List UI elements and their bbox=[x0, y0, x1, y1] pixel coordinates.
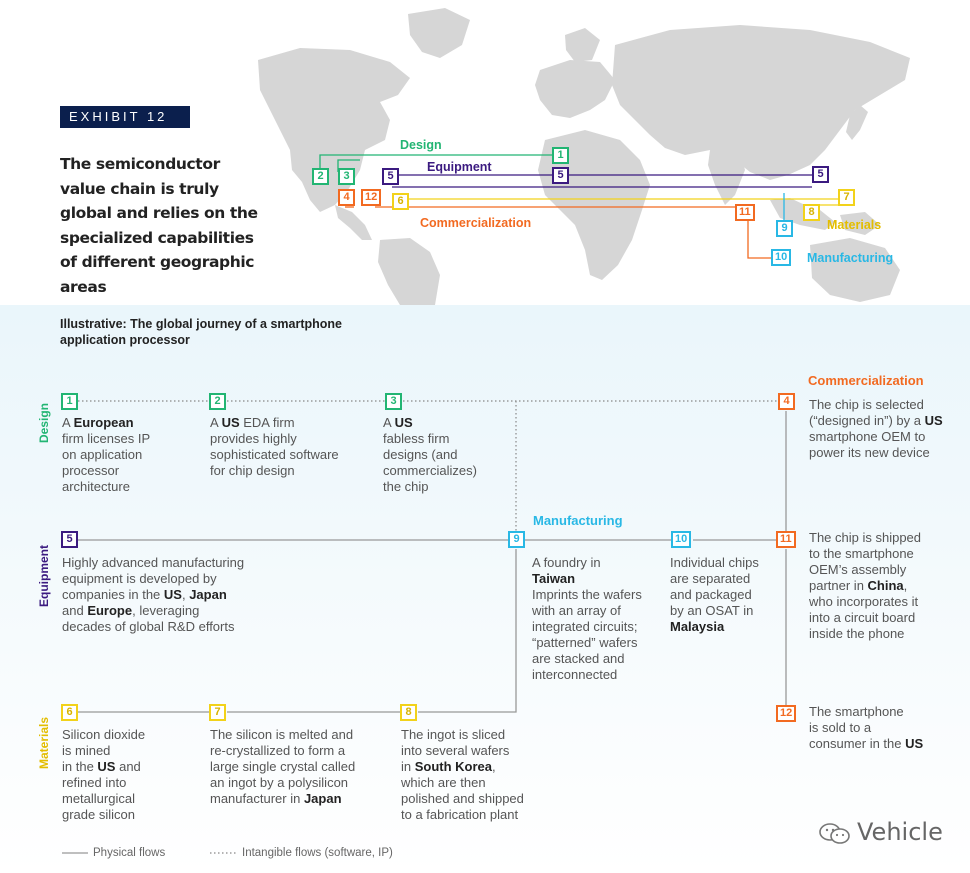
step-description bbox=[670, 555, 759, 635]
map-badge: 9 bbox=[776, 220, 793, 237]
map-badge: 12 bbox=[361, 189, 381, 206]
map-badge: 1 bbox=[552, 147, 569, 164]
watermark-text: Vehicle bbox=[857, 818, 943, 846]
step-description-line: equipment is developed by bbox=[62, 571, 217, 586]
step-description bbox=[809, 397, 943, 461]
step-description-line: processor bbox=[62, 463, 120, 478]
step-description-line: metallurgical bbox=[62, 791, 135, 806]
step-description bbox=[809, 530, 921, 642]
map-label-materials: Materials bbox=[827, 218, 882, 232]
step-badge: 11 bbox=[776, 531, 796, 548]
step-description-line: Silicon dioxide bbox=[62, 727, 146, 742]
step-description-line: into several wafers bbox=[401, 743, 510, 758]
step-description-line: firm licenses IP bbox=[62, 431, 151, 446]
step-description-line: polished and shipped bbox=[401, 791, 524, 806]
step-description-line: partner in China, bbox=[809, 578, 908, 593]
step-description-line: provides highly bbox=[210, 431, 297, 446]
step-description-line: OEM’s assembly bbox=[809, 562, 907, 577]
step-description-line: on application bbox=[62, 447, 143, 462]
step-description-line: integrated circuits; bbox=[532, 619, 638, 634]
step-description-line: are separated bbox=[670, 571, 751, 586]
step-description bbox=[210, 415, 339, 479]
step-description-line: consumer in the US bbox=[809, 736, 924, 751]
step-description-line: large single crystal called bbox=[210, 759, 356, 774]
step-description-line: in South Korea, bbox=[401, 759, 496, 774]
step-badge: 1 bbox=[61, 393, 78, 410]
step-description-line: decades of global R&D efforts bbox=[62, 619, 235, 634]
diagram-subtitle: Illustrative: The global journey of a smartphone application processor bbox=[60, 317, 342, 347]
row-label-equipment: Equipment bbox=[37, 545, 51, 607]
step-description bbox=[401, 727, 524, 823]
map-badge: 11 bbox=[735, 204, 755, 221]
step-description-line: re-crystallized to form a bbox=[210, 743, 346, 758]
step-badge: 9 bbox=[508, 531, 525, 548]
step-badge: 5 bbox=[61, 531, 78, 548]
map-badge: 5 bbox=[382, 168, 399, 185]
step-description bbox=[62, 555, 244, 635]
step-description-line: sophisticated software bbox=[210, 447, 339, 462]
exhibit-label: EXHIBIT 12 bbox=[60, 106, 190, 128]
step-description-line: The silicon is melted and bbox=[210, 727, 354, 742]
step-description bbox=[62, 727, 145, 823]
step-badge: 3 bbox=[385, 393, 402, 410]
step-description-line: manufacturer in Japan bbox=[210, 791, 342, 806]
step-description-line: A US bbox=[383, 415, 413, 430]
step-description-line: A foundry in bbox=[532, 555, 601, 570]
step-description bbox=[383, 415, 477, 495]
row-label-materials: Materials bbox=[37, 716, 51, 769]
step-description-line: companies in the US, Japan bbox=[62, 587, 227, 602]
step-badge: 4 bbox=[778, 393, 795, 410]
step-description-line: Highly advanced manufacturing bbox=[62, 555, 245, 570]
step-description-line: designs (and bbox=[383, 447, 458, 462]
step-description-line: A US EDA firm bbox=[210, 415, 295, 430]
step-description-line: for chip design bbox=[210, 463, 295, 478]
map-badge: 8 bbox=[803, 204, 820, 221]
map-badge: 4 bbox=[338, 189, 355, 206]
step-description-line: The chip is selected bbox=[809, 397, 924, 412]
step-description-line: The ingot is sliced bbox=[401, 727, 506, 742]
step-description-line: Taiwan bbox=[532, 571, 576, 586]
step-description-line: The chip is shipped bbox=[809, 530, 922, 545]
wechat-logo-icon bbox=[818, 822, 852, 846]
step-description-line: which are then bbox=[401, 775, 486, 790]
step-description-line: fabless firm bbox=[383, 431, 450, 446]
step-description-line: by an OSAT in bbox=[670, 603, 754, 618]
step-description-line: to the smartphone bbox=[809, 546, 914, 561]
map-label-commercialization: Commercialization bbox=[420, 216, 532, 230]
step-description-line: are stacked and bbox=[532, 651, 625, 666]
step-description-line: interconnected bbox=[532, 667, 618, 682]
map-badge: 5 bbox=[812, 166, 829, 183]
map-label-equipment: Equipment bbox=[427, 160, 492, 174]
row-label-design: Design bbox=[37, 402, 51, 443]
step-description-line: an ingot by a polysilicon bbox=[210, 775, 349, 790]
step-description-line: smartphone OEM to bbox=[809, 429, 926, 444]
legend-physical-flows: Physical flows bbox=[93, 847, 166, 859]
section-head-commercialization: Commercialization bbox=[808, 373, 924, 388]
step-badge: 8 bbox=[400, 704, 417, 721]
step-description-line: who incorporates it bbox=[809, 594, 919, 609]
map-label-manufacturing: Manufacturing bbox=[807, 251, 894, 265]
step-description bbox=[809, 704, 923, 752]
step-description-line: (“designed in”) by a US bbox=[809, 413, 943, 428]
step-description-line: and packaged bbox=[670, 587, 752, 602]
step-description-line: Malaysia bbox=[670, 619, 725, 634]
step-description-line: commercializes) bbox=[383, 463, 477, 478]
step-description bbox=[210, 727, 355, 807]
step-description bbox=[62, 415, 150, 495]
step-description-line: Individual chips bbox=[670, 555, 759, 570]
step-description-line: with an array of bbox=[532, 603, 621, 618]
step-description-line: and Europe, leveraging bbox=[62, 603, 200, 618]
step-description-line: architecture bbox=[62, 479, 130, 494]
legend-intangible-flows: Intangible flows (software, IP) bbox=[242, 847, 393, 859]
step-description-line: The smartphone bbox=[809, 704, 904, 719]
page-title: The semiconductor value chain is truly global and relies on the specialized capabilities of different geographic areas bbox=[60, 155, 258, 296]
map-badge: 7 bbox=[838, 189, 855, 206]
map-badge: 6 bbox=[392, 193, 409, 210]
map-badge: 3 bbox=[338, 168, 355, 185]
step-description-line: power its new device bbox=[809, 445, 930, 460]
step-badge: 2 bbox=[209, 393, 226, 410]
step-description-line: in the US and bbox=[62, 759, 141, 774]
section-head-manufacturing: Manufacturing bbox=[533, 513, 623, 528]
step-description-line: Imprints the wafers bbox=[532, 587, 642, 602]
step-description bbox=[532, 555, 642, 683]
step-description-line: “patterned” wafers bbox=[532, 635, 638, 650]
step-description-line: refined into bbox=[62, 775, 127, 790]
step-description-line: the chip bbox=[383, 479, 429, 494]
step-description-line: into a circuit board bbox=[809, 610, 916, 625]
map-badge: 10 bbox=[771, 249, 791, 266]
step-description-line: A European bbox=[62, 415, 134, 430]
step-description-line: inside the phone bbox=[809, 626, 905, 641]
step-description-line: grade silicon bbox=[62, 807, 135, 822]
step-badge: 6 bbox=[61, 704, 78, 721]
step-badge: 7 bbox=[209, 704, 226, 721]
map-badge: 2 bbox=[312, 168, 329, 185]
map-label-design: Design bbox=[400, 138, 442, 152]
step-badge: 10 bbox=[671, 531, 691, 548]
step-description-line: is mined bbox=[62, 743, 111, 758]
map-badge: 5 bbox=[552, 167, 569, 184]
step-badge: 12 bbox=[776, 705, 796, 722]
step-description-line: to a fabrication plant bbox=[401, 807, 519, 822]
step-description-line: is sold to a bbox=[809, 720, 872, 735]
